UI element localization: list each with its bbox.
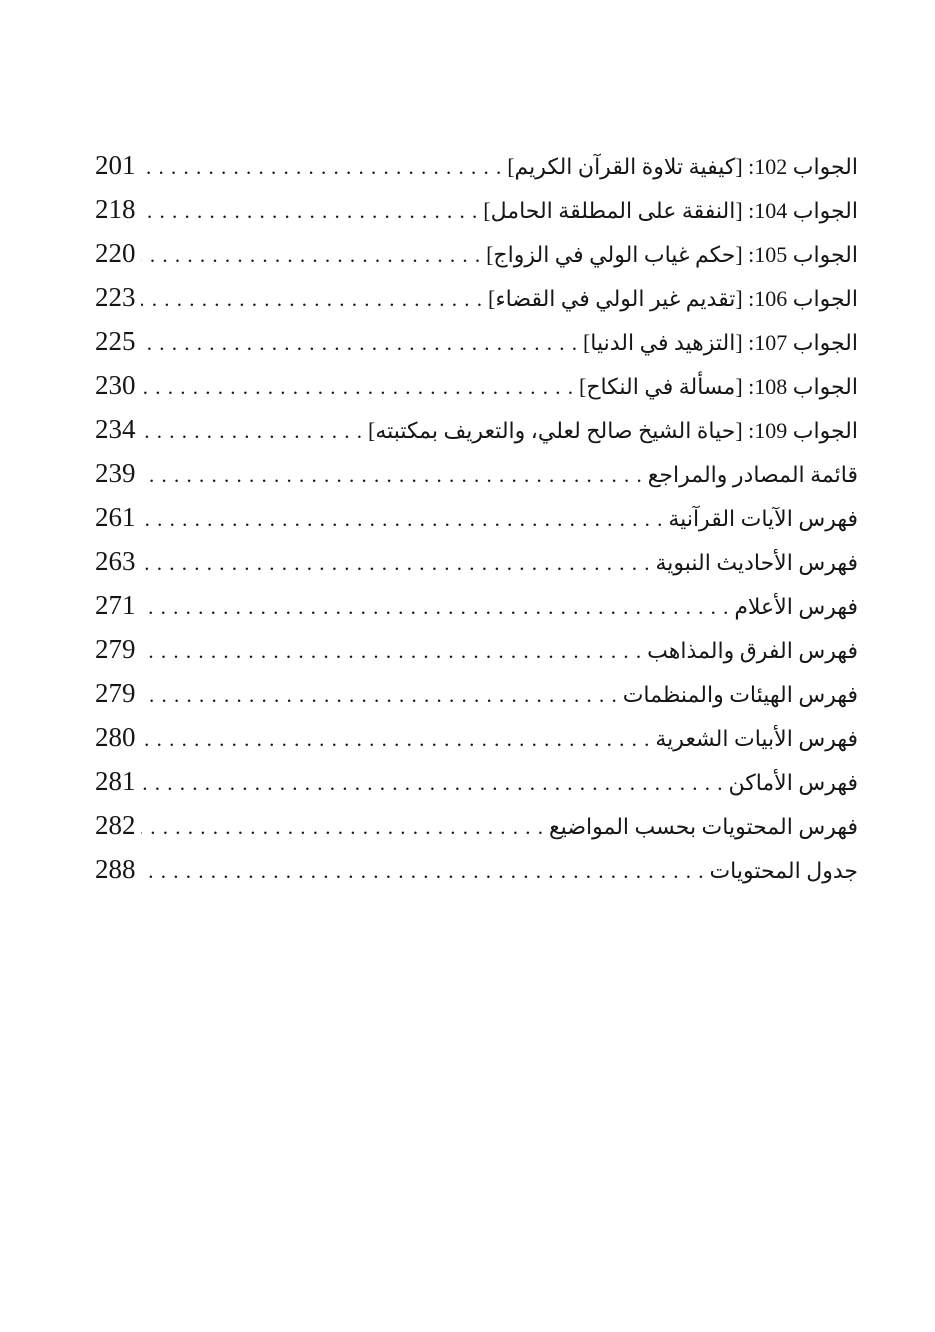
toc-page-number: 263 [95,546,136,576]
toc-page-number: 225 [95,326,136,356]
toc-entry-title: قائمة المصادر والمراجع [647,462,858,487]
toc-page-number: 279 [95,634,136,664]
toc-entry-title: الجواب 104: [النفقة على المطلقة الحامل] [483,198,858,223]
toc-leader-dots [141,375,575,400]
toc-entry-title: فهرس الأبيات الشعرية [655,726,858,751]
toc-entry [95,370,858,414]
toc-entry [95,722,858,766]
toc-entry-title: الجواب 102: [كيفية تلاوة القرآن الكريم] [507,154,858,179]
toc-page-number: 239 [95,458,136,488]
toc-entry [95,634,858,678]
toc-leader-dots [141,155,503,180]
toc-entry-title: الجواب 105: [حكم غياب الولي في الزواج] [486,242,858,267]
toc-entry [95,590,858,634]
toc-leader-dots [141,639,643,664]
toc-page-number: 271 [95,590,136,620]
toc-entry [95,810,858,854]
toc-entry [95,678,858,722]
toc-page-number: 220 [95,238,136,268]
toc-entry [95,458,858,502]
toc-leader-dots [141,199,479,224]
toc-entry [95,854,858,898]
toc-entry-title: الجواب 108: [مسألة في النكاح] [579,374,858,399]
toc-leader-dots [141,859,705,884]
toc-entry-title: فهرس الأماكن [728,770,858,795]
toc-entry [95,766,858,810]
toc-leader-dots [141,551,651,576]
toc-entry-title: فهرس الآيات القرآنية [668,506,858,531]
toc-page-number: 223 [95,282,136,312]
toc-entry [95,546,858,590]
toc-entry-title: فهرس الأعلام [734,594,858,619]
toc-entry [95,502,858,546]
toc-leader-dots [141,419,364,444]
toc-leader-dots [141,507,664,532]
toc-entry-title: الجواب 106: [تقديم غير الولي في القضاء] [488,286,858,311]
toc-leader-dots [141,771,724,796]
toc-entry [95,282,858,326]
toc-entry-title: فهرس الفرق والمذاهب [647,638,858,663]
toc-page-number: 279 [95,678,136,708]
toc-leader-dots [141,683,618,708]
toc-entry-title: الجواب 107: [التزهيد في الدنيا] [582,330,858,355]
toc-entry [95,238,858,282]
toc-leader-dots [141,331,578,356]
toc-leader-dots [141,287,484,312]
toc-page-number: 261 [95,502,136,532]
toc-leader-dots [141,727,651,752]
toc-entry-title: جدول المحتويات [709,858,858,883]
table-of-contents [95,150,858,898]
toc-leader-dots [141,815,544,840]
toc-page-number: 288 [95,854,136,884]
toc-entry-title: الجواب 109: [حياة الشيخ صالح لعلي، والتعريف بمكتبته] [368,418,858,443]
toc-page-number: 201 [95,150,136,180]
toc-entry [95,150,858,194]
toc-entry-title: فهرس المحتويات بحسب المواضيع [548,814,858,839]
toc-page-number: 281 [95,766,136,796]
toc-page-number: 282 [95,810,136,840]
toc-leader-dots [141,595,730,620]
toc-page-number: 234 [95,414,136,444]
toc-entry-title: فهرس الأحاديث النبوية [655,550,858,575]
toc-entry [95,414,858,458]
toc-page-number: 280 [95,722,136,752]
toc-entry [95,326,858,370]
toc-leader-dots [141,243,482,268]
toc-entry-title: فهرس الهيئات والمنظمات [622,682,858,707]
toc-leader-dots [141,463,643,488]
toc-page-number: 218 [95,194,136,224]
toc-page-number: 230 [95,370,136,400]
toc-entry [95,194,858,238]
